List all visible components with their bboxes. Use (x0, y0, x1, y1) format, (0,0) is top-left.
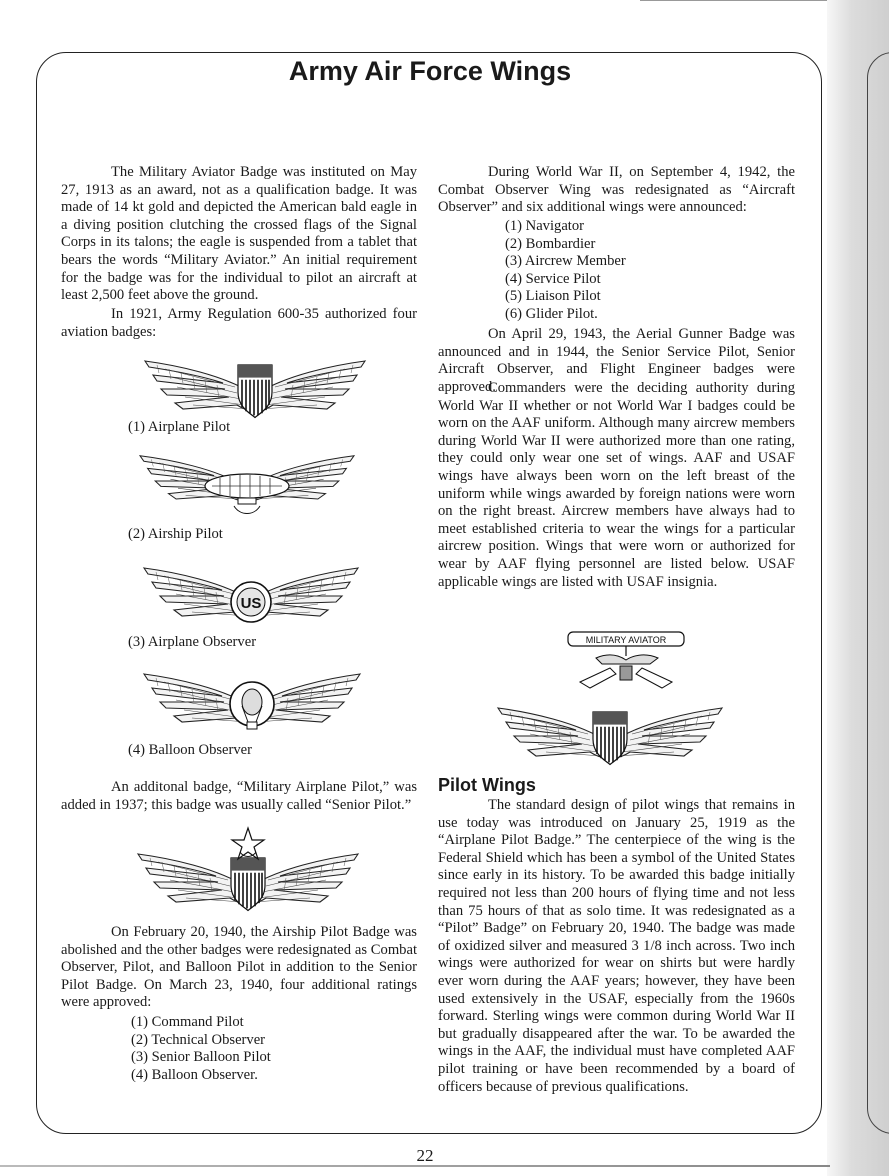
right-para-2: On April 29, 1943, the Aerial Gunner Badge was announced and in 1944, the Senior Service Pilot, Senior Aircraft Observer, and Flight Engineer badges were approved. (438, 326, 795, 395)
section-heading-pilot-wings: Pilot Wings (438, 775, 536, 795)
list-item: (1) Command Pilot (131, 1014, 244, 1030)
ratings-1940-list (131, 1014, 271, 1084)
pilot-wings-badge-image (498, 700, 722, 772)
airplane-pilot-badge-image (145, 355, 365, 425)
page-title: Army Air Force Wings (288, 56, 572, 86)
list-item: (2) Technical Observer (131, 1031, 266, 1048)
list-item: (3) Aircrew Member (505, 253, 626, 270)
left-para-1: The Military Aviator Badge was instituted on May 27, 1913 as an award, not as a qualification badge. It was made of 14 kt gold and depicted the American bald eagle in a diving position clutching the crossed flags of the Signal Corps in its talons; the eagle is suspended from a tablet that bears the words “Military Aviator.” An initial requirement for the badge was for the individual to pilot an aircraft at least 2,500 feet above the ground. (61, 164, 417, 304)
list-item: (1) Navigator (505, 218, 585, 234)
top-rule (640, 0, 840, 1)
right-para-3: Commanders were the deciding authority during World War II whether or not World War I badges could be worn on the AAF uniform. Although many aircrew members during World War II were authorized more than one rating, they could only wear one set of wings. AAF and USAF wings have always been worn on the left breast of the uniform while wings awarded by foreign nations were worn on the right breast. Aircrew members have always had to meet established criteria to wear the wings for a particular aircrew position. Wings that were worn or authorized for wear by AAF flying personnel are listed below. USAF applicable wings are listed with USAF insignia. (438, 380, 795, 590)
next-page-frame (867, 52, 889, 1134)
list-item: (4) Balloon Observer. (131, 1066, 258, 1083)
badge-caption-airplane-observer: (3) Airplane Observer (128, 634, 257, 650)
military-aviator-badge-image (560, 630, 690, 694)
list-item: (6) Glider Pilot. (505, 305, 598, 322)
list-item: (3) Senior Balloon Pilot (131, 1049, 271, 1066)
badge-caption-airship-pilot: (2) Airship Pilot (128, 526, 223, 542)
aviator-tablet-text: MILITARY AVIATOR (585, 635, 667, 645)
list-item: (5) Liaison Pilot (505, 288, 601, 305)
list-item: (2) Bombardier (505, 235, 596, 252)
senior-pilot-badge-image (138, 826, 358, 912)
page-number: 22 (416, 1146, 434, 1165)
wings-1942-list (505, 218, 626, 324)
airship-pilot-badge-image (140, 452, 354, 520)
badge-caption-balloon-observer: (4) Balloon Observer (128, 742, 253, 758)
balloon-observer-badge-image (144, 664, 360, 740)
list-item: (4) Service Pilot (505, 270, 601, 287)
right-para-4: The standard design of pilot wings that remains in use today was introduced on January 25, 1919 as the “Airplane Pilot Badge.” The centerpiece of the wing is the Federal Shield which has been a symbol of the United States since early in its history. To be awarded this badge initially required not less than 200 hours of flying time and not less than 75 hours of that as solo time. It was redesignated as a “Pilot” Badge” on February 20, 1940. The badge was made of oxidized silver and measured 3 1/8 inch across. Two inch wings were authorized for wear on shirts but were hardly ever worn during the AAF years; however, they have been used extensively in the USAF, especially from the 1960s forward. Sterling wings were common during World War II but gradually disappeared after the war. To be awarded the wings in the AAF, the individual must have completed AAF pilot training or have been recommended by a board of officers because of previous qualifications. (438, 797, 795, 1095)
left-para-3: An additonal badge, “Military Airplane Pilot,” was added in 1937; this badge was usually called “Senior Pilot.” (61, 779, 417, 813)
left-para-2: In 1921, Army Regulation 600-35 authorized four aviation badges: (61, 306, 417, 340)
observer-emblem-text: US (240, 595, 262, 612)
badge-caption-airplane-pilot: (1) Airplane Pilot (128, 419, 231, 435)
right-para-1: During World War II, on September 4, 1942, the Combat Observer Wing was redesignated as “Aircraft Observer” and six additional wings were announced: (438, 164, 795, 216)
left-para-4: On February 20, 1940, the Airship Pilot Badge was abolished and the other badges were redesignated as Combat Observer, Pilot, and Balloon Pilot in addition to the Senior Pilot Badge. On March 23, 1940, four additional ratings were approved: (61, 924, 417, 1011)
airplane-observer-badge-image (144, 562, 358, 632)
